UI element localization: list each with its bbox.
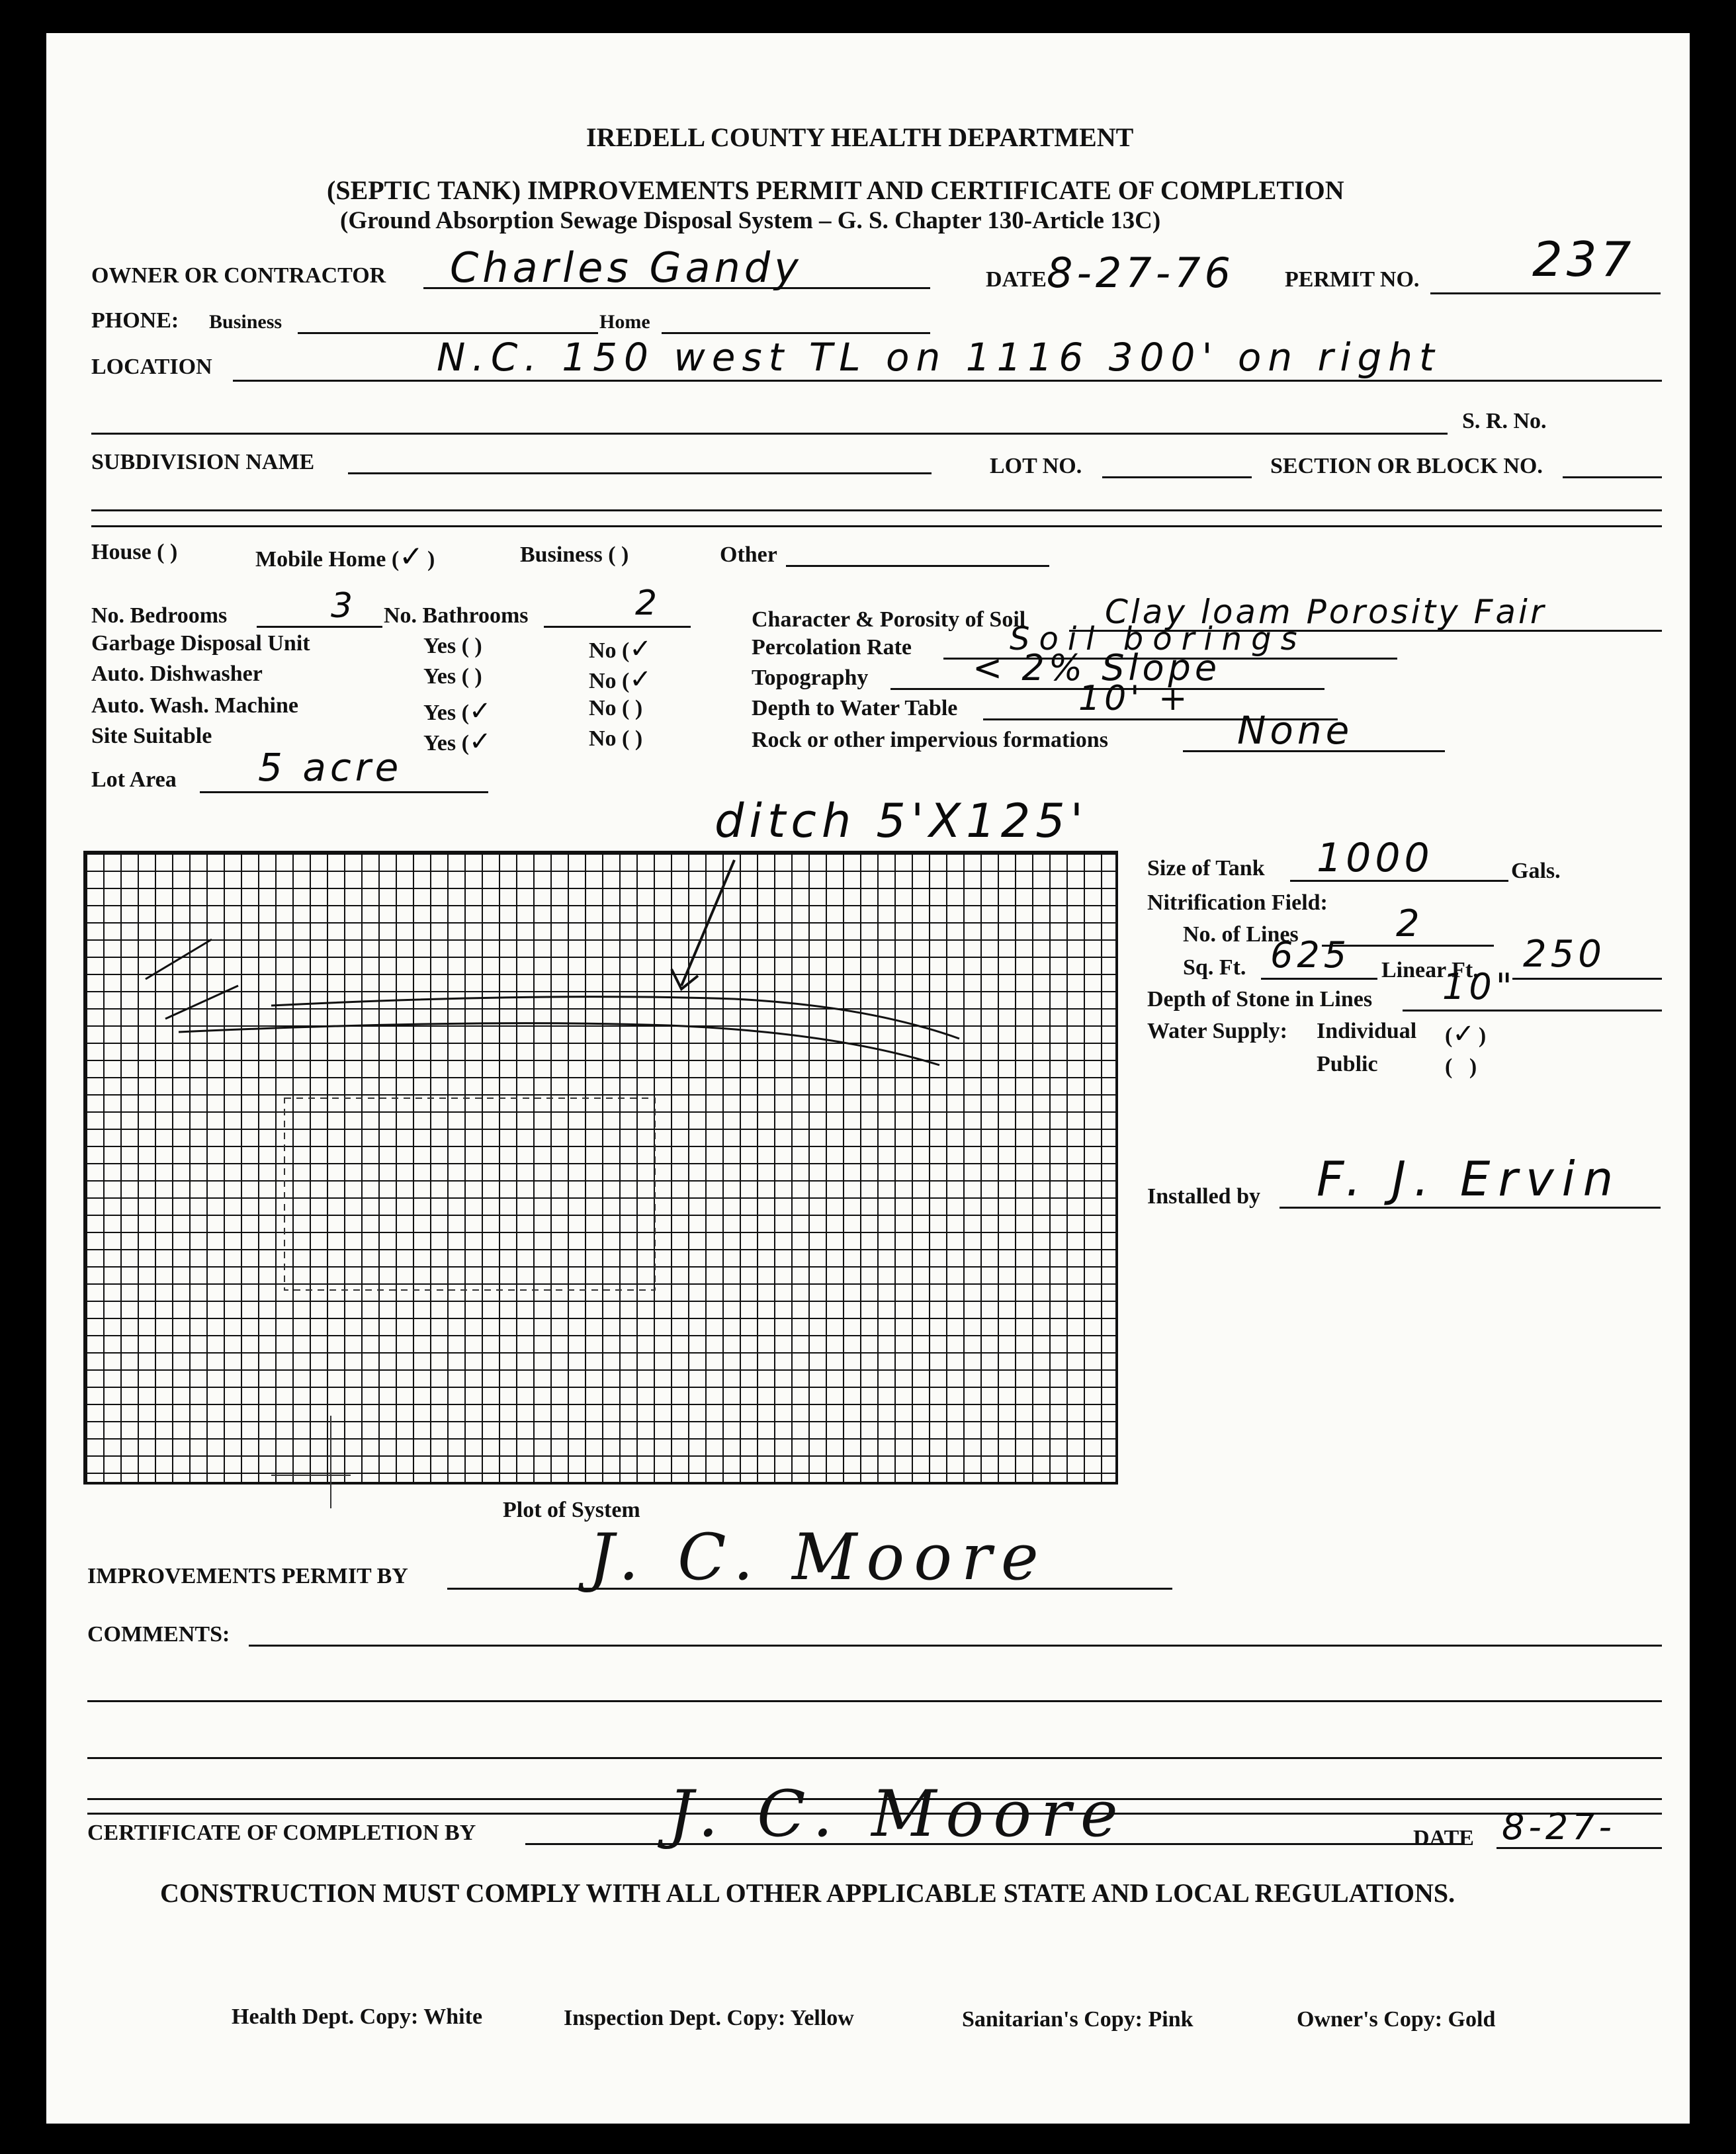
garbage-no[interactable] (589, 634, 656, 664)
site-suitable-yes[interactable] (423, 726, 495, 757)
washer-label: Auto. Wash. Machine (91, 693, 298, 718)
copy-health: Health Dept. Copy: White (232, 2004, 483, 2029)
water-individual-label: Individual (1317, 1019, 1417, 1043)
water-public-label: Public (1317, 1052, 1378, 1076)
form-title: (SEPTIC TANK) IMPROVEMENTS PERMIT AND CERTIFICATE OF COMPLETION (327, 175, 1344, 205)
location-line-2[interactable] (91, 433, 1448, 435)
installed-by-value[interactable]: F. J. Ervin (1317, 1151, 1622, 1207)
lines-label: No. of Lines (1183, 922, 1299, 947)
installed-by-line (1280, 1207, 1661, 1209)
sqft-label: Sq. Ft. (1183, 955, 1246, 980)
compliance-notice: CONSTRUCTION MUST COMPLY WITH ALL OTHER APPLICABLE STATE AND LOCAL REGULATIONS. (160, 1878, 1455, 1908)
lines-value[interactable]: 2 (1396, 902, 1424, 945)
dishwasher-no[interactable] (589, 664, 656, 695)
topography-label: Topography (752, 666, 869, 690)
washer-yes[interactable] (423, 696, 495, 726)
owner-label: OWNER OR CONTRACTOR (91, 263, 386, 288)
subdivision-line[interactable] (348, 472, 932, 474)
rock-label: Rock or other impervious formations (752, 728, 1108, 752)
linear-ft-value[interactable]: 250 (1523, 933, 1606, 976)
water-table-label: Depth to Water Table (752, 696, 958, 720)
dishwasher-no-label: No ( (589, 669, 630, 693)
water-individual-option[interactable]: (✓) (1445, 1019, 1487, 1049)
phone-label: PHONE: (91, 308, 179, 333)
bathrooms-label: No. Bathrooms (384, 603, 529, 628)
installed-by-label: Installed by (1147, 1184, 1260, 1209)
stone-depth-value[interactable]: 10" (1442, 966, 1516, 1008)
location-label: LOCATION (91, 355, 212, 379)
phone-business-line[interactable] (298, 332, 598, 334)
mobile-home-label: Mobile Home ( (255, 547, 400, 572)
site-suitable-yes-check: ✓ (468, 726, 496, 757)
separator-bottom (91, 525, 1662, 527)
garbage-no-label: No ( (589, 638, 630, 663)
section-label: SECTION OR BLOCK NO. (1270, 454, 1543, 478)
sr-no-label: S. R. No. (1462, 409, 1547, 433)
phone-business-label: Business (209, 311, 282, 333)
copy-inspection: Inspection Dept. Copy: Yellow (564, 2006, 854, 2030)
permit-no-label: PERMIT NO. (1285, 267, 1420, 292)
stone-depth-line (1403, 1010, 1662, 1012)
garbage-label: Garbage Disposal Unit (91, 631, 310, 656)
mobile-home-close: ) (427, 547, 435, 572)
permit-no-value[interactable]: 237 (1532, 232, 1635, 287)
certificate-date-label: DATE (1413, 1826, 1474, 1850)
bathrooms-line (544, 626, 691, 628)
bedrooms-label: No. Bedrooms (91, 603, 228, 628)
washer-yes-label: Yes ( (423, 701, 469, 725)
certificate-label: CERTIFICATE OF COMPLETION BY (87, 1821, 476, 1845)
phone-home-label: Home (599, 311, 650, 333)
department-title: IREDELL COUNTY HEALTH DEPARTMENT (586, 122, 1134, 152)
other-line[interactable] (786, 565, 1049, 567)
dishwasher-label: Auto. Dishwasher (91, 662, 263, 686)
permit-by-signature: J. C. Moore (589, 1520, 1048, 1594)
date-label: DATE (986, 267, 1047, 292)
date-value[interactable]: 8-27-76 (1047, 249, 1235, 297)
lot-area-value[interactable]: 5 acre (258, 745, 403, 790)
lot-no-line[interactable] (1102, 476, 1252, 478)
location-value[interactable]: N.C. 150 west TL on 1116 300' on right (437, 335, 1441, 380)
site-suitable-yes-label: Yes ( (423, 731, 469, 755)
permit-line (1430, 292, 1661, 294)
tank-size-label: Size of Tank (1147, 856, 1265, 881)
comments-line-3[interactable] (87, 1757, 1662, 1759)
plot-sketch (73, 787, 1145, 1449)
form-subtitle: (Ground Absorption Sewage Disposal System – G. S. Chapter 130-Article 13C) (340, 207, 1161, 234)
rock-value[interactable]: None (1237, 708, 1354, 753)
stone-depth-label: Depth of Stone in Lines (1147, 987, 1373, 1012)
linear-ft-label: Linear Ft. (1381, 958, 1479, 982)
garbage-yes[interactable]: Yes ( ) (423, 634, 482, 658)
lot-no-label: LOT NO. (990, 454, 1082, 478)
soil-value[interactable]: Clay loam Porosity Fair (1105, 593, 1547, 631)
other-label: Other (720, 542, 777, 567)
linear-ft-line (1512, 978, 1662, 980)
certificate-date-value[interactable]: 8-27- (1502, 1806, 1616, 1848)
permit-form (46, 33, 1690, 2124)
permit-by-label: IMPROVEMENTS PERMIT BY (87, 1564, 408, 1588)
site-suitable-no[interactable]: No ( ) (589, 726, 643, 751)
bedrooms-line (257, 626, 382, 628)
plot-caption: Plot of System (503, 1498, 640, 1522)
comments-line-1[interactable] (249, 1645, 1662, 1647)
copy-sanitarian: Sanitarian's Copy: Pink (962, 2007, 1194, 2032)
plot-annotation: ditch 5'X125' (715, 794, 1089, 848)
location-line (233, 380, 1662, 382)
section-line[interactable] (1563, 476, 1662, 478)
site-suitable-label: Site Suitable (91, 724, 212, 748)
water-public-option[interactable]: ( ) (1445, 1055, 1477, 1079)
water-table-value[interactable]: 10' + (1078, 679, 1192, 718)
tank-size-value[interactable]: 1000 (1317, 835, 1434, 881)
subdivision-label: SUBDIVISION NAME (91, 450, 315, 474)
washer-no[interactable]: No ( ) (589, 696, 643, 720)
water-individual-check: ✓ (1452, 1019, 1479, 1049)
bathrooms-value[interactable]: 2 (635, 583, 662, 623)
gals-label: Gals. (1511, 859, 1561, 883)
water-supply-label: Water Supply: (1147, 1019, 1287, 1043)
bedrooms-value[interactable]: 3 (331, 586, 357, 626)
percolation-value[interactable]: Soil borings (1010, 621, 1307, 658)
business-option[interactable]: Business ( ) (520, 542, 629, 567)
mobile-home-option[interactable] (255, 540, 435, 574)
nitrification-label: Nitrification Field: (1147, 890, 1328, 915)
house-option[interactable]: House ( ) (91, 540, 178, 564)
topography-value[interactable]: < 2% Slope (973, 647, 1221, 689)
certificate-signature: J. C. Moore (668, 1777, 1127, 1851)
separator-top (91, 509, 1662, 511)
phone-home-line[interactable] (662, 332, 930, 334)
dishwasher-no-check: ✓ (629, 664, 656, 695)
washer-yes-check: ✓ (468, 696, 496, 726)
garbage-no-check: ✓ (629, 634, 656, 664)
mobile-home-check: ✓ (399, 540, 428, 574)
sqft-line (1261, 978, 1377, 980)
comments-label: COMMENTS: (87, 1622, 230, 1647)
sqft-value[interactable]: 625 (1270, 934, 1351, 976)
dishwasher-yes[interactable]: Yes ( ) (423, 664, 482, 689)
copy-owner: Owner's Copy: Gold (1297, 2007, 1496, 2032)
owner-value[interactable]: Charles Gandy (450, 243, 803, 292)
lot-area-label: Lot Area (91, 767, 177, 792)
soil-label: Character & Porosity of Soil (752, 607, 1026, 632)
comments-line-2[interactable] (87, 1700, 1662, 1702)
percolation-label: Percolation Rate (752, 635, 912, 660)
